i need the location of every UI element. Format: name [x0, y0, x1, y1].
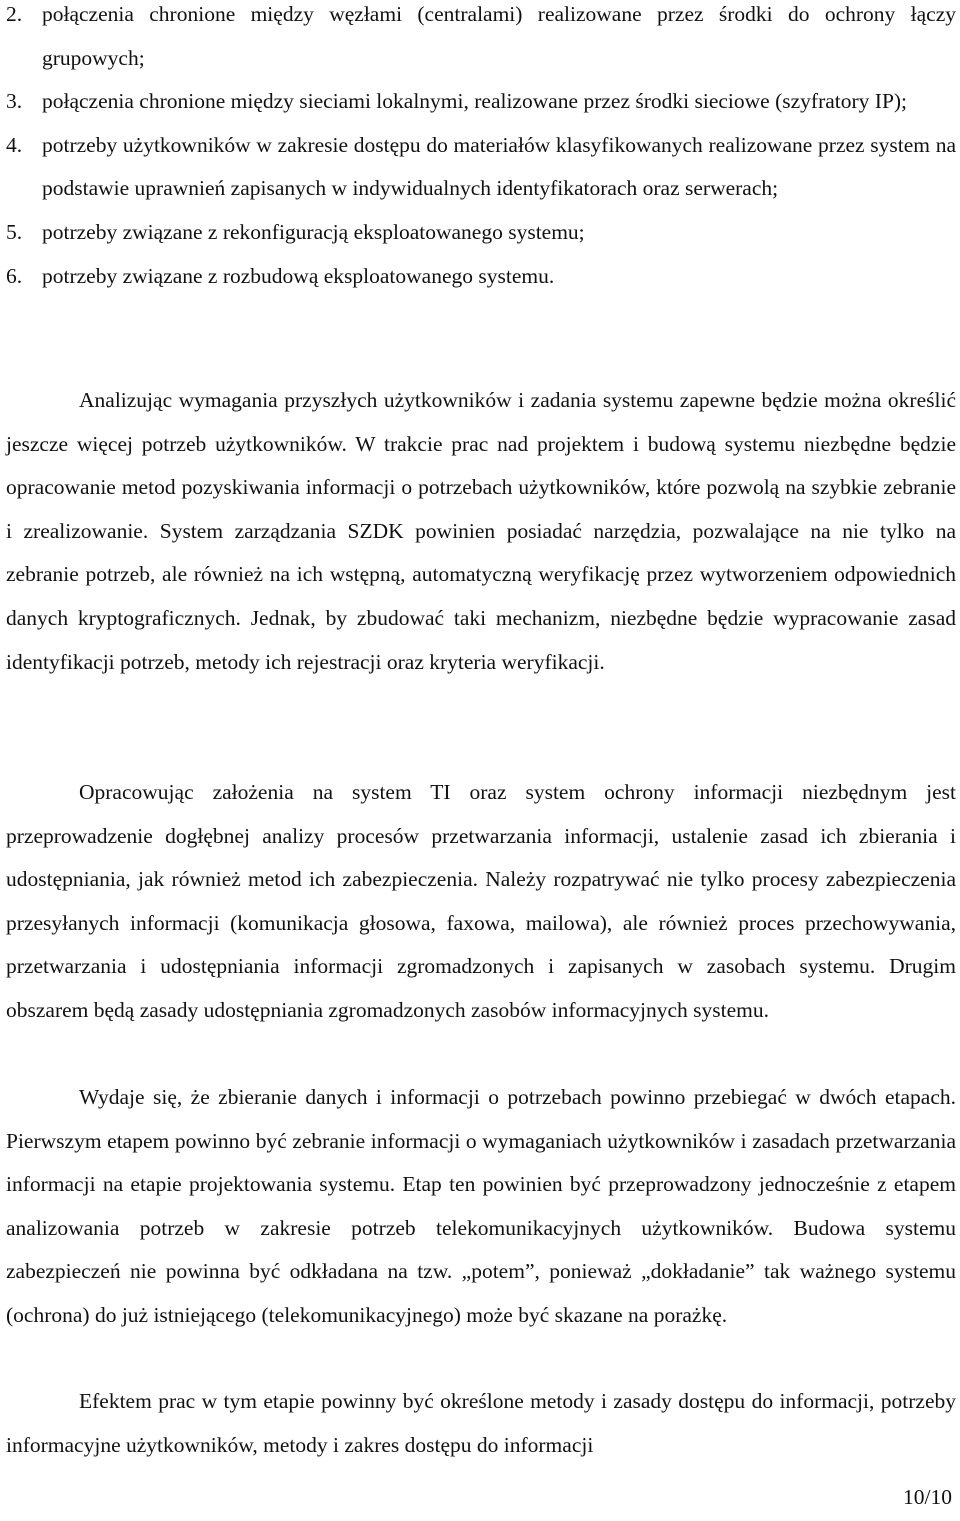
list-item — [6, 255, 956, 299]
list-item — [6, 80, 956, 124]
body-paragraph: Wydaje się, że zbieranie danych i informacji o potrzebach powinno przebiegać w dwóch etapach. Pierwszym etapem powinno być zebranie informacji o wymaganiach użytkowników i zasadach przetwarzania informacji na etapie projektowania systemu. Etap ten powinien być przeprowadzony jednocześnie z etapem analizowania potrzeb w zakresie potrzeb telekomunikacyjnych użytkowników. Budowa systemu zabezpieczeń nie powinna być odkładana na tzw. „potem”, ponieważ „dokładanie” tak ważnego systemu (ochrona) do już istniejącego (telekomunikacyjnego) może być skazane na porażkę. — [6, 1085, 956, 1327]
list-item-text: potrzeby związane z rozbudową eksploatowanego systemu. — [42, 263, 555, 288]
list-item-text: połączenia chronione między węzłami (centralami) realizowane przez środki do ochrony łączy grupowych; — [42, 2, 956, 70]
list-item-number: 5. — [6, 219, 23, 244]
list-item — [6, 211, 956, 255]
numbered-list — [6, 0, 956, 298]
list-item — [6, 0, 956, 80]
list-item-number: 4. — [6, 132, 23, 157]
list-item-number: 6. — [6, 263, 23, 288]
list-item-number: 3. — [6, 89, 23, 114]
page-number: 10/10 — [903, 1485, 952, 1509]
list-item-text: potrzeby związane z rekonfiguracją eksploatowanego systemu; — [42, 219, 585, 244]
list-item-number: 2. — [6, 2, 23, 26]
body-paragraph: Efektem prac w tym etapie powinny być określone metody i zasady dostępu do informacji, potrzeby informacyjne użytkowników, metody i zakres dostępu do informacji — [6, 1389, 956, 1457]
body-paragraph: Analizując wymagania przyszłych użytkowników i zadania systemu zapewne będzie można określić jeszcze więcej potrzeb użytkowników. W trakcie prac nad projektem i budową systemu niezbędne będzie opracowanie metod pozyskiwania informacji o potrzebach użytkowników, które pozwolą na szybkie zebranie i zrealizowanie. System zarządzania SZDK powinien posiadać narzędzia, pozwalające na nie tylko na zebranie potrzeb, ale również na ich wstępną, automatyczną weryfikację przez wytworzeniem odpowiednich danych kryptograficznych. Jednak, by zbudować taki mechanizm, niezbędne będzie wypracowanie zasad identyfikacji potrzeb, metody ich rejestracji oraz kryteria weryfikacji. — [6, 388, 956, 674]
list-item-text: połączenia chronione między sieciami lokalnymi, realizowane przez środki sieciowe (szyfratory IP); — [42, 89, 908, 114]
body-paragraph: Opracowując założenia na system TI oraz system ochrony informacji niezbędnym jest przeprowadzenie dogłębnej analizy procesów przetwarzania informacji, ustalenie zasad ich zbierania i udostępniania, jak również metod ich zabezpieczenia. Należy rozpatrywać nie tylko procesy zabezpieczenia przesyłanych informacji (komunikacja głosowa, faxowa, mailowa), ale również proces przechowywania, przetwarzania i udostępniania informacji zgromadzonych i zapisanych w zasobach systemu. Drugim obszarem będą zasady udostępniania zgromadzonych zasobów informacyjnych systemu. — [6, 780, 956, 1022]
list-item — [6, 124, 956, 211]
list-item-text: potrzeby użytkowników w zakresie dostępu do materiałów klasyfikowanych realizowane przez system na podstawie uprawnień zapisanych w indywidualnych identyfikatorach oraz serwerach; — [42, 132, 956, 201]
